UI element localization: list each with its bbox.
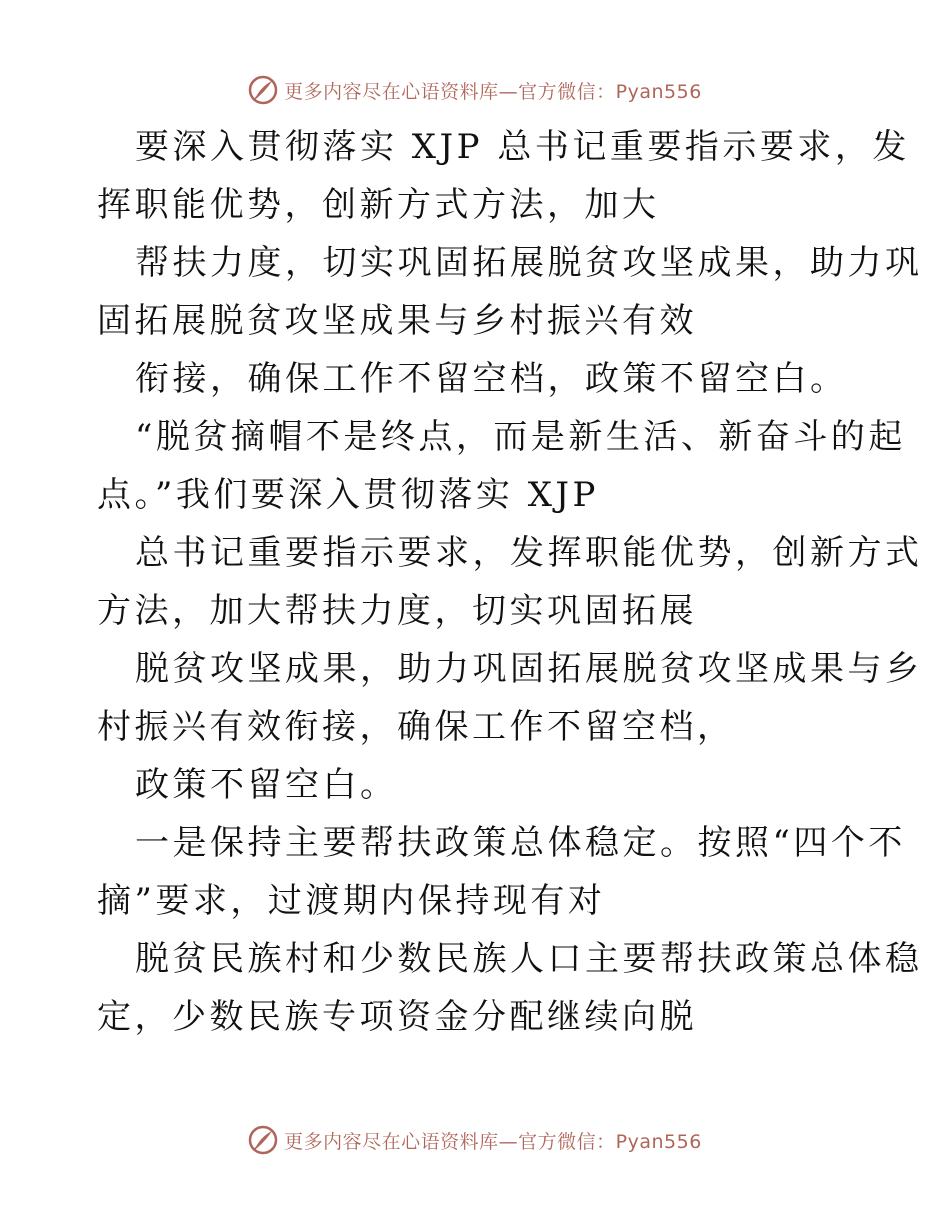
text-line: 脱贫攻坚成果，助力巩固拓展脱贫攻坚成果与乡 <box>135 649 923 689</box>
header-banner-text: 更多内容尽在心语资料库—官方微信：Pyan556 <box>284 80 702 103</box>
feather-pen-logo-icon <box>248 75 278 105</box>
text-line: 定，少数民族专项资金分配继续向脱 <box>97 997 697 1037</box>
text-line: 政策不留空白。 <box>135 765 398 805</box>
text-line: 帮扶力度，切实巩固拓展脱贫攻坚成果，助力巩 <box>135 243 923 283</box>
text-line: 固拓展脱贫攻坚成果与乡村振兴有效 <box>97 301 697 341</box>
footer-banner-text: 更多内容尽在心语资料库—官方微信：Pyan556 <box>284 1130 702 1153</box>
text-line: 方法，加大帮扶力度，切实巩固拓展 <box>97 591 697 631</box>
text-line: 一是保持主要帮扶政策总体稳定。按照“四个不 <box>135 823 906 863</box>
text-line: 村振兴有效衔接，确保工作不留空档， <box>97 707 735 747</box>
text-line: “脱贫摘帽不是终点，而是新生活、新奋斗的起 <box>135 417 906 457</box>
text-line: 总书记重要指示要求，发挥职能优势，创新方式 <box>135 533 923 573</box>
feather-pen-logo-icon <box>248 1125 278 1155</box>
document-body <box>97 118 923 1046</box>
header-banner <box>0 70 950 110</box>
text-line: 挥职能优势，创新方式方法，加大 <box>97 185 660 225</box>
text-line: 摘”要求，过渡期内保持现有对 <box>97 881 606 921</box>
text-line: 点。”我们要深入贯彻落实 XJP <box>97 475 599 515</box>
text-line: 衔接，确保工作不留空档，政策不留空白。 <box>135 359 848 399</box>
text-line: 脱贫民族村和少数民族人口主要帮扶政策总体稳 <box>135 939 923 979</box>
footer-banner <box>0 1120 950 1160</box>
text-line: 要深入贯彻落实 XJP 总书记重要指示要求，发 <box>135 127 910 167</box>
